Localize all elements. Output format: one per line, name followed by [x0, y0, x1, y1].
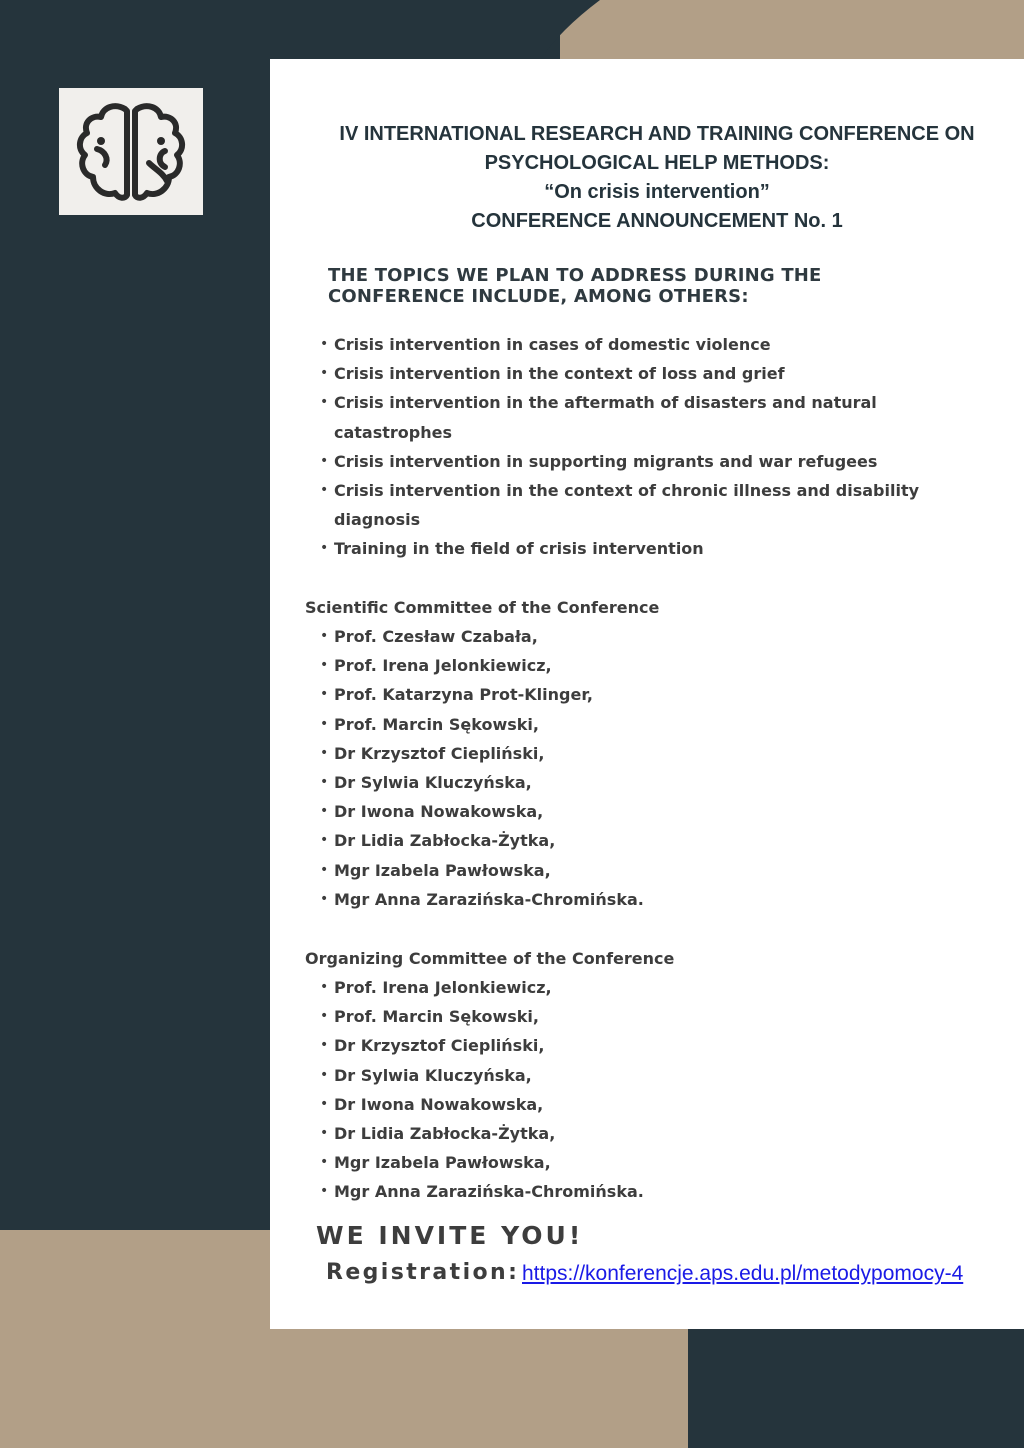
- scientific-committee-heading: Scientific Committee of the Conference: [305, 598, 660, 617]
- topics-heading-line-2: CONFERENCE INCLUDE, AMONG OTHERS:: [328, 286, 749, 307]
- member-name: Dr Sylwia Kluczyńska,: [334, 773, 532, 793]
- member-name: Prof. Marcin Sękowski,: [334, 1007, 539, 1027]
- list-item: [305, 739, 805, 768]
- member-name: Prof. Marcin Sękowski,: [334, 714, 539, 734]
- member-name: Mgr Izabela Pawłowska,: [334, 860, 551, 880]
- list-item: [305, 973, 805, 1002]
- topic-text: Crisis intervention in the context of chronic illness and disability: [334, 481, 920, 501]
- logo: [59, 88, 203, 215]
- bullet: •: [320, 832, 329, 849]
- bullet: •: [320, 1183, 329, 1200]
- list-item: [305, 1177, 805, 1206]
- bullet: •: [320, 890, 329, 907]
- organizing-committee-heading: Organizing Committee of the Conference: [305, 949, 675, 968]
- topic-text-continued: catastrophes: [334, 422, 452, 442]
- list-item: [305, 330, 945, 359]
- topic-text-continued: diagnosis: [334, 510, 421, 530]
- member-name: Dr Krzysztof Ciepliński,: [334, 743, 545, 763]
- member-name: Prof. Irena Jelonkiewicz,: [334, 978, 552, 997]
- title-line-3: “On crisis intervention”: [544, 181, 770, 203]
- bullet: •: [320, 1008, 329, 1025]
- topic-text: Crisis intervention in cases of domestic violence: [334, 335, 771, 354]
- topic-text: Crisis intervention in the aftermath of disasters and natural: [334, 393, 877, 413]
- title-line-4: CONFERENCE ANNOUNCEMENT No. 1: [471, 210, 843, 232]
- bullet: •: [320, 540, 329, 557]
- bullet: •: [320, 861, 329, 878]
- bullet: •: [320, 336, 329, 352]
- bullet: •: [320, 686, 329, 703]
- list-item: [305, 359, 945, 388]
- bullet: •: [320, 1095, 329, 1112]
- background-dark-bottom-right: [688, 1328, 1024, 1448]
- list-item: [305, 1090, 805, 1119]
- member-name: Mgr Anna Zarazińska-Chromińska.: [334, 889, 644, 909]
- bullet: •: [320, 1066, 329, 1083]
- member-name: Dr Sylwia Kluczyńska,: [334, 1065, 532, 1085]
- list-item: [305, 856, 805, 885]
- member-name: Prof. Irena Jelonkiewicz,: [334, 656, 552, 676]
- list-item: [305, 476, 945, 534]
- member-name: Dr Krzysztof Ciepliński,: [334, 1036, 545, 1056]
- member-name: Mgr Izabela Pawłowska,: [334, 1153, 551, 1173]
- topic-text: Crisis intervention in the context of loss and grief: [334, 364, 785, 384]
- bullet: •: [320, 979, 329, 995]
- organizing-committee-list: [305, 973, 805, 1207]
- list-item: [305, 797, 805, 826]
- bullet: •: [320, 452, 329, 469]
- list-item: [305, 1031, 805, 1060]
- bullet: •: [320, 365, 329, 382]
- topics-heading-line-1: THE TOPICS WE PLAN TO ADDRESS DURING THE: [328, 265, 822, 286]
- member-name: Prof. Katarzyna Prot-Klinger,: [334, 685, 593, 705]
- bullet: •: [320, 657, 329, 674]
- bullet: •: [320, 715, 329, 732]
- list-item: [305, 710, 805, 739]
- bullet: •: [320, 1037, 329, 1054]
- list-item: [305, 768, 805, 797]
- bullet: •: [320, 744, 329, 761]
- topics-list: [305, 330, 945, 564]
- list-item: [305, 826, 805, 855]
- scientific-committee-list: [305, 622, 805, 914]
- topics-heading: [328, 265, 888, 307]
- list-item: [305, 651, 805, 680]
- list-item: [305, 447, 945, 476]
- title-line-2: PSYCHOLOGICAL HELP METHODS:: [484, 152, 830, 174]
- member-name: Mgr Anna Zarazińska-Chromińska.: [334, 1182, 644, 1202]
- list-item: [305, 1148, 805, 1177]
- member-name: Dr Iwona Nowakowska,: [334, 802, 544, 822]
- title-line-1: IV INTERNATIONAL RESEARCH AND TRAINING CONFERENCE ON: [339, 123, 975, 145]
- topic-text: Training in the field of crisis intervention: [334, 539, 704, 559]
- bullet: •: [320, 1154, 329, 1171]
- bullet: •: [320, 394, 329, 411]
- list-item: [305, 885, 805, 914]
- bullet: •: [320, 1125, 329, 1142]
- list-item: [305, 680, 805, 709]
- list-item: [305, 622, 805, 651]
- registration-link[interactable]: https://konferencje.aps.edu.pl/metodypomocy-4: [522, 1262, 964, 1285]
- member-name: Dr Lidia Zabłocka-Żytka,: [334, 1124, 556, 1144]
- bullet: •: [320, 628, 329, 644]
- registration-label: Registration:: [326, 1260, 520, 1285]
- bullet: •: [320, 774, 329, 791]
- member-name: Prof. Czesław Czabała,: [334, 627, 538, 646]
- member-name: Dr Iwona Nowakowska,: [334, 1094, 544, 1114]
- list-item: [305, 1119, 805, 1148]
- list-item: [305, 534, 945, 563]
- member-name: Dr Lidia Zabłocka-Żytka,: [334, 831, 556, 851]
- list-item: [305, 1002, 805, 1031]
- list-item: [305, 1061, 805, 1090]
- list-item: [305, 388, 945, 446]
- invite-heading: WE INVITE YOU!: [316, 1221, 584, 1250]
- bullet: •: [320, 803, 329, 820]
- brain-icon: [75, 101, 187, 203]
- bullet: •: [320, 482, 329, 499]
- topic-text: Crisis intervention in supporting migrants and war refugees: [334, 451, 878, 471]
- conference-title: [310, 120, 1004, 236]
